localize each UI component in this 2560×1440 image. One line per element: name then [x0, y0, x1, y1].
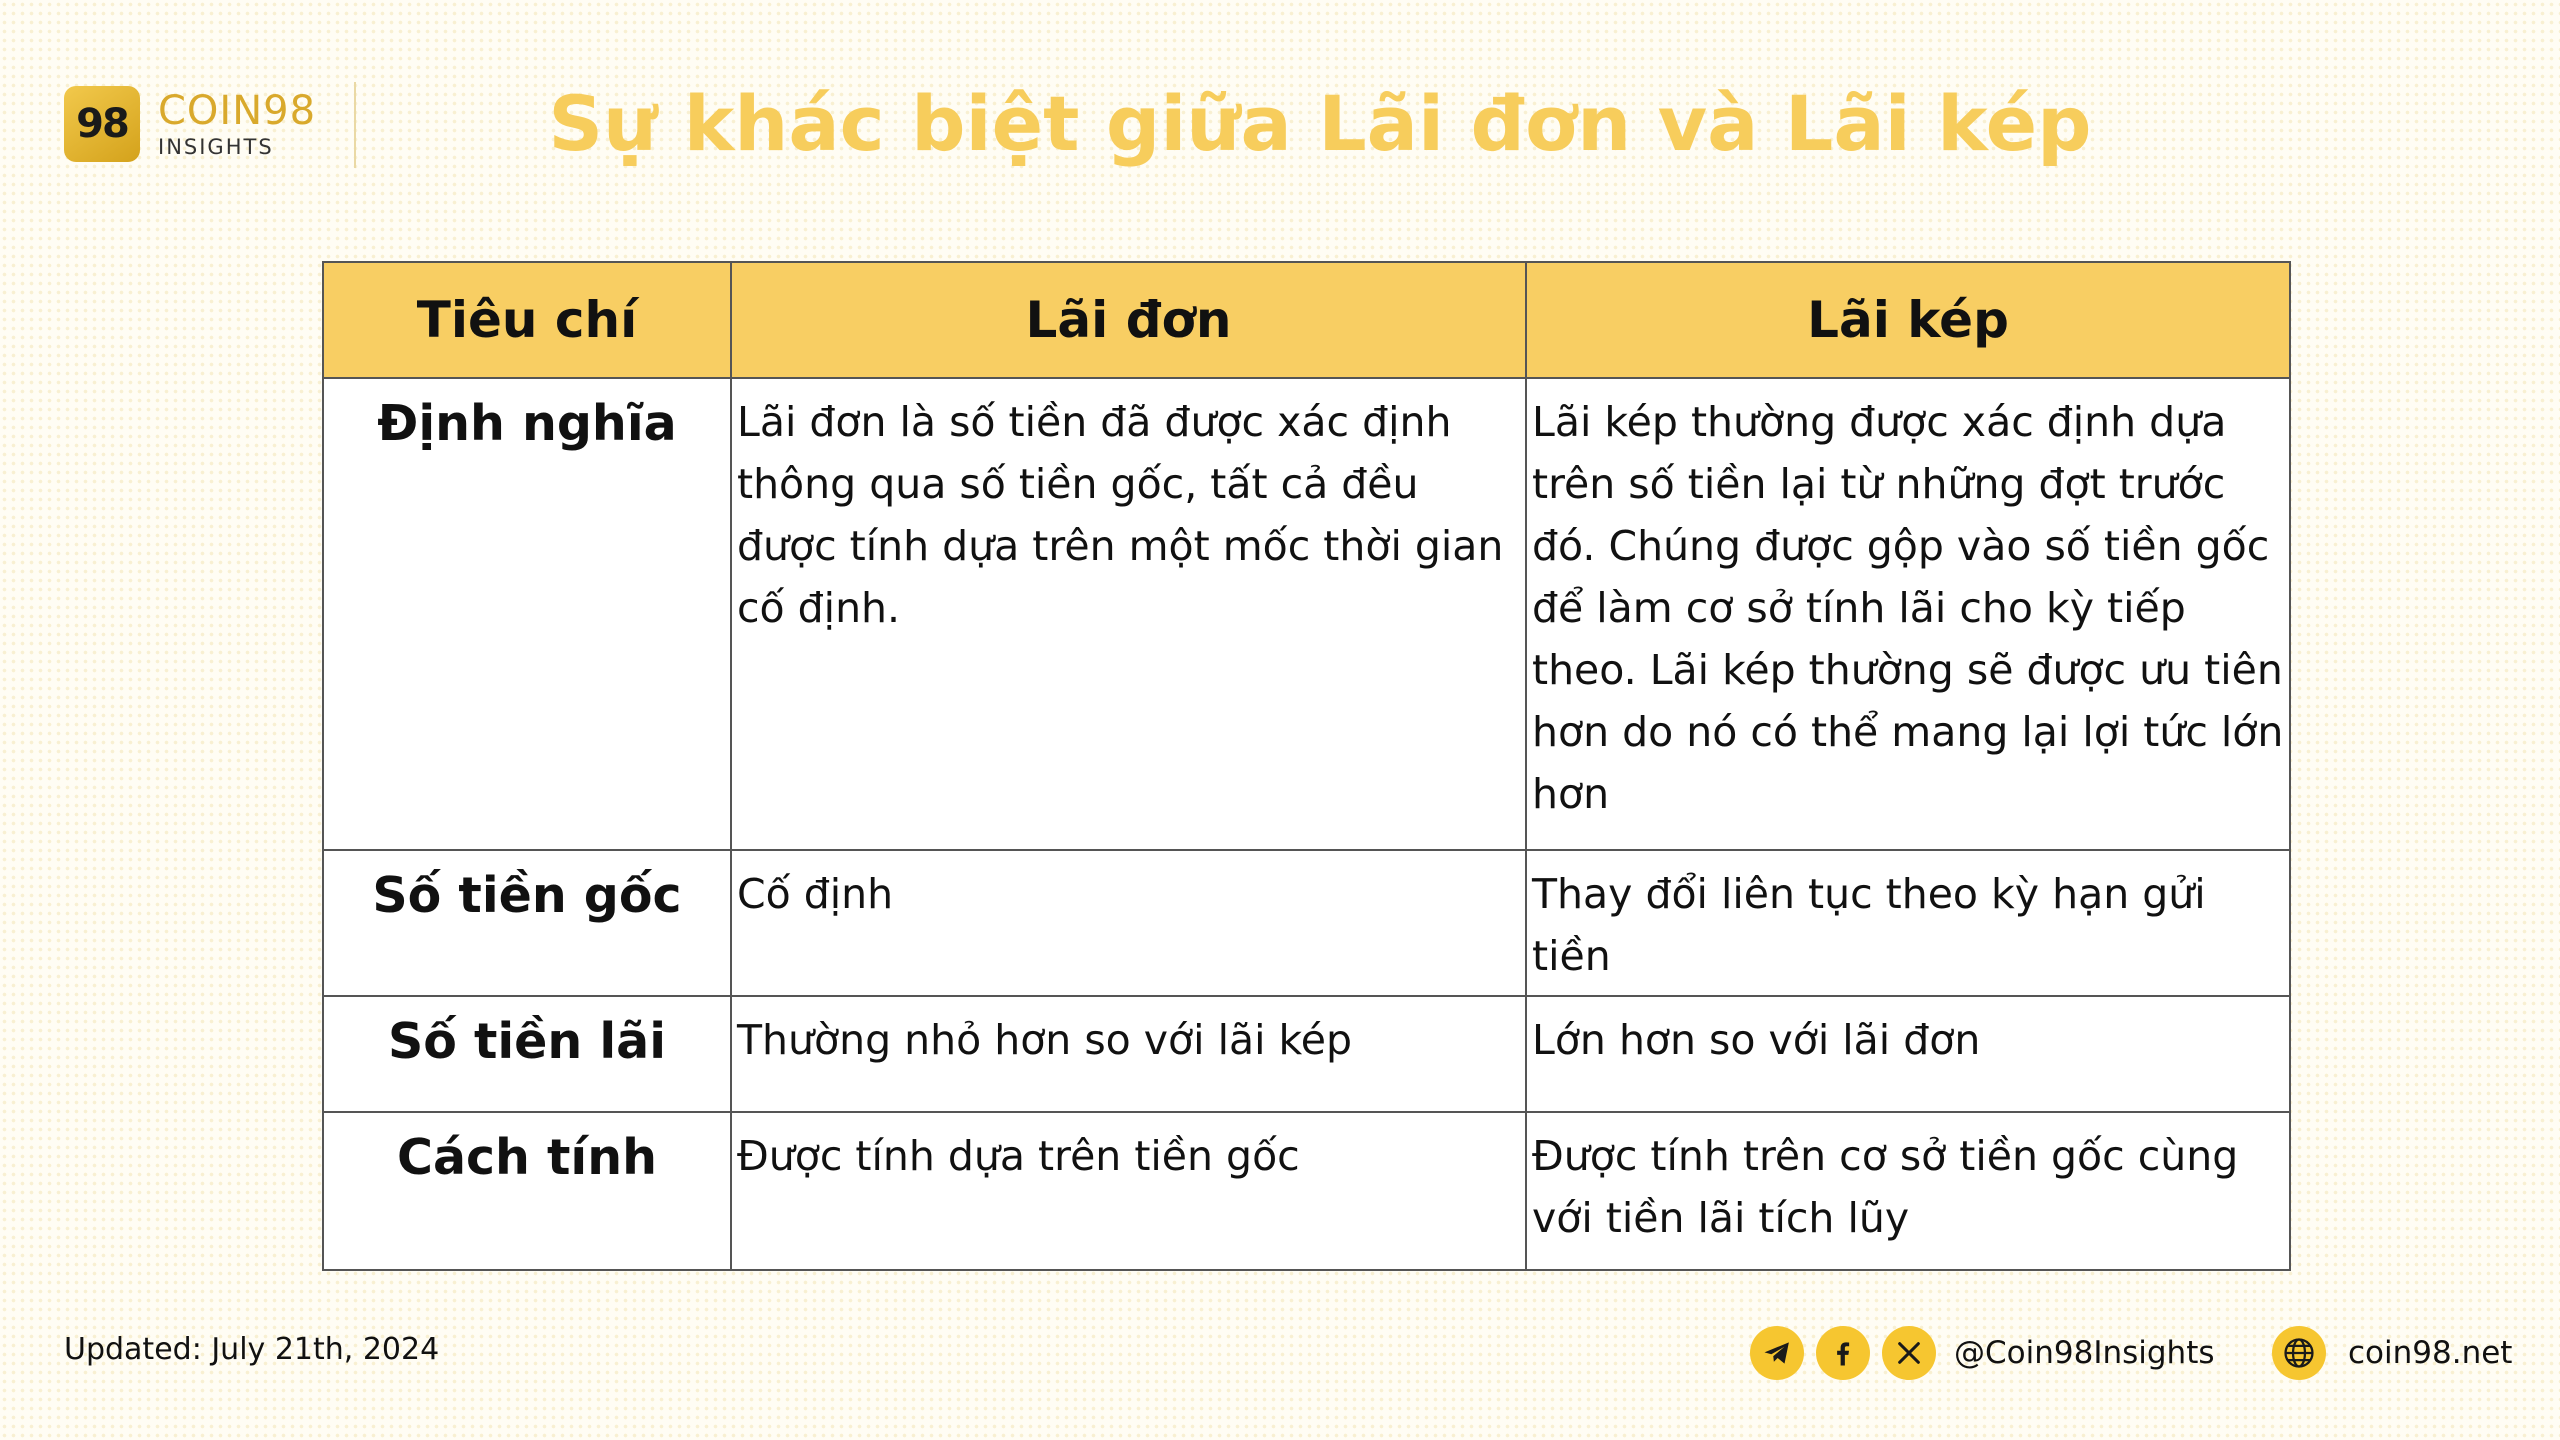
simple-interest-cell: Lãi đơn là số tiền đã được xác định thông qua số tiền gốc, tất cả đều được tính dựa trên một mốc thời gian cố định.	[731, 378, 1526, 850]
table-header-row	[323, 262, 2290, 378]
compound-interest-cell: Lớn hơn so với lãi đơn	[1526, 996, 2290, 1112]
logo-divider	[354, 82, 356, 168]
criterion-cell: Cách tính	[323, 1112, 731, 1270]
brand-sub: INSIGHTS	[158, 134, 274, 159]
table-row	[323, 850, 2290, 996]
criterion-cell: Số tiền gốc	[323, 850, 731, 996]
brand-logo	[64, 86, 316, 162]
table-row	[323, 1112, 2290, 1270]
header-compound-interest: Lãi kép	[1526, 262, 2290, 378]
social-links	[1750, 1326, 2215, 1380]
telegram-icon[interactable]	[1750, 1326, 1804, 1380]
updated-date: Updated: July 21th, 2024	[64, 1332, 440, 1367]
brand-wordmark	[158, 87, 317, 159]
globe-icon	[2272, 1326, 2326, 1380]
website-text[interactable]: coin98.net	[2348, 1335, 2513, 1371]
comparison-table	[322, 261, 2291, 1271]
header-simple-interest: Lãi đơn	[731, 262, 1526, 378]
header-criterion: Tiêu chí	[323, 262, 731, 378]
social-handle[interactable]: @Coin98Insights	[1954, 1335, 2215, 1371]
criterion-cell: Số tiền lãi	[323, 996, 731, 1112]
simple-interest-cell: Thường nhỏ hơn so với lãi kép	[731, 996, 1526, 1112]
x-icon[interactable]	[1882, 1326, 1936, 1380]
compound-interest-cell: Được tính trên cơ sở tiền gốc cùng với tiền lãi tích lũy	[1526, 1112, 2290, 1270]
compound-interest-cell: Lãi kép thường được xác định dựa trên số tiền lại từ những đợt trước đó. Chúng được gộp vào số tiền gốc để làm cơ sở tính lãi cho kỳ tiếp theo. Lãi kép thường sẽ được ưu tiên hơn do nó có thể mang lại lợi tức lớn hơn	[1526, 378, 2290, 850]
table-row	[323, 378, 2290, 850]
table-row	[323, 996, 2290, 1112]
brand-name: COIN98	[158, 87, 317, 134]
simple-interest-cell: Cố định	[731, 850, 1526, 996]
coin98-logo-icon: 98	[64, 86, 140, 162]
page-title: Sự khác biệt giữa Lãi đơn và Lãi kép	[548, 79, 2092, 168]
website-link[interactable]	[2272, 1326, 2512, 1380]
simple-interest-cell: Được tính dựa trên tiền gốc	[731, 1112, 1526, 1270]
criterion-cell: Định nghĩa	[323, 378, 731, 850]
facebook-icon[interactable]	[1816, 1326, 1870, 1380]
compound-interest-cell: Thay đổi liên tục theo kỳ hạn gửi tiền	[1526, 850, 2290, 996]
